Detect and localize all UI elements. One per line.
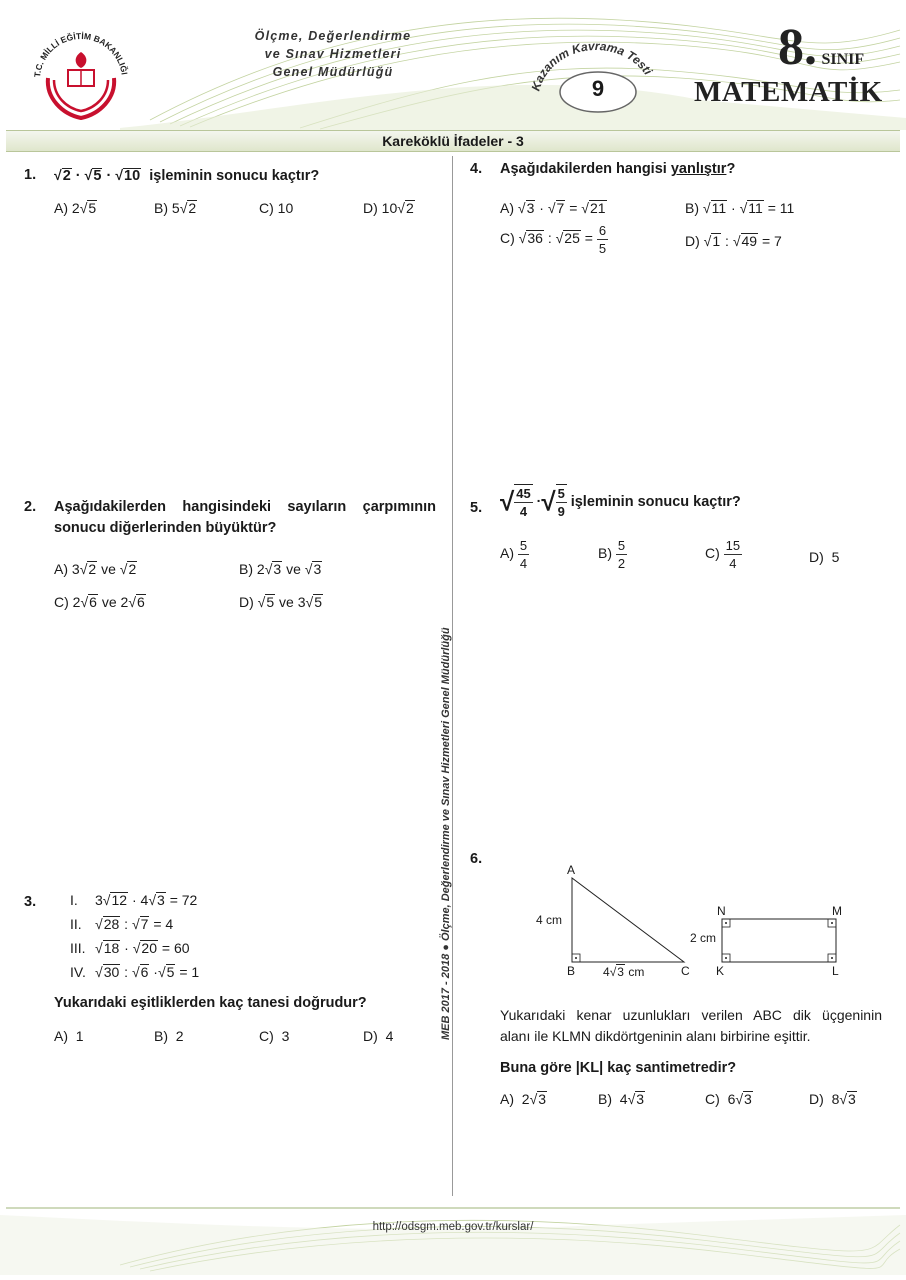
option-b[interactable]: B) 5√2 (154, 200, 197, 216)
svg-text:Kazanım Kavrama Testi: Kazanım Kavrama Testi (528, 38, 656, 93)
question-4-text: Aşağıdakilerden hangisi yanlıştır? (500, 161, 736, 177)
footer-wave-decoration (0, 1205, 906, 1275)
option-d[interactable]: D) 8√3 (809, 1091, 856, 1107)
radicand: 5 (93, 168, 102, 184)
option-c[interactable]: C) 3 (259, 1028, 290, 1044)
statement-iv: IV. √30 : √6 ·√5 = 1 (70, 964, 200, 980)
radicand: 10 (124, 168, 141, 184)
footer-url[interactable]: http://odsgm.meb.gov.tr/kurslar/ (372, 1221, 534, 1233)
side-kn: 2 cm (690, 931, 717, 945)
question-1-stem: √2 · √5 · √10 işleminin sonucu kaçtır? (54, 167, 320, 184)
org-line-1: Ölçme, Değerlendirme (254, 29, 412, 43)
option-a[interactable]: A) 2√3 (500, 1091, 547, 1107)
side-bc: 4√3 cm (603, 965, 645, 979)
statement-i: I. 3√12 · 4√3 = 72 (70, 892, 198, 908)
option-b[interactable]: B) 2 (154, 1028, 184, 1044)
question-5-stem: √ $\frac{45}{4}$ ·√ $\frac{5}{9}$ işleminin sonucu kaçtır? (500, 486, 741, 519)
option-b[interactable]: B) √11 · √11 = 11 (685, 200, 795, 216)
subject-title: MATEMATİK (694, 76, 883, 108)
label-n: N (717, 904, 726, 918)
option-b[interactable]: B) 4√3 (598, 1091, 645, 1107)
statement-ii: II. √28 : √7 = 4 (70, 916, 174, 932)
option-a[interactable]: A) √3 · √7 = √21 (500, 200, 606, 216)
svg-text:T.C. MİLLİ EĞİTİM BAKANLIĞI: T.C. MİLLİ EĞİTİM BAKANLIĞI (32, 30, 130, 78)
header-wave-decoration (0, 0, 906, 130)
question-5-number: 5. (470, 500, 483, 516)
org-name (228, 27, 438, 81)
option-c[interactable]: C) 6√3 (705, 1091, 752, 1107)
grade-block (778, 19, 865, 76)
option-d[interactable]: D) 5 (809, 549, 840, 565)
option-a[interactable]: A) 2√5 (54, 200, 97, 216)
question-1 (24, 165, 36, 185)
label-k: K (716, 964, 725, 978)
question-6-text-2: alanı ile KLMN dikdörtgeninin alanı birbirine eşittir. (500, 1028, 811, 1044)
topic-bar (6, 130, 900, 152)
question-2-line-1: Aşağıdakilerden hangisindeki sayıların çarpımının (54, 499, 436, 515)
org-line-3: Genel Müdürlüğü (272, 65, 394, 79)
question-2-line-2: sonucu diğerlerinden büyüktür? (54, 520, 277, 536)
label-b: B (567, 964, 576, 978)
option-d[interactable]: D) √5 ve 3√5 (239, 594, 323, 610)
option-c[interactable]: C) 2√6 ve 2√6 (54, 594, 145, 610)
question-text: işleminin sonucu kaçtır? (149, 168, 320, 184)
statement-iii: III. √18 · √20 = 60 (70, 940, 190, 956)
grade-number: 8. (778, 19, 817, 76)
question-3-text: Yukarıdaki eşitliklerden kaç tanesi doğrudur? (54, 995, 367, 1011)
grade-label: SINIF (821, 51, 865, 68)
question-number: 1. (24, 167, 37, 183)
option-b[interactable]: B) 2√3 ve √3 (239, 561, 322, 577)
question-6-text-1: Yukarıdaki kenar uzunlukları verilen ABC dik üçgeninin (500, 1007, 882, 1023)
option-c[interactable]: C) √36 : √25 = $\frac{6}{5}$ (500, 223, 607, 256)
option-d[interactable]: D) 4 (363, 1028, 394, 1044)
option-d[interactable]: D) 10√2 (363, 200, 414, 216)
option-a[interactable]: A) 1 (54, 1028, 84, 1044)
label-l: L (832, 964, 839, 978)
label-c: C (681, 964, 690, 978)
geometry-figure (530, 860, 860, 985)
question-4-number: 4. (470, 161, 483, 177)
operator: · (106, 168, 112, 184)
option-c[interactable]: C) $\frac{15}{4}$ (705, 538, 741, 571)
question-6-number: 6. (470, 851, 483, 867)
org-line-2: ve Sınav Hizmetleri (264, 47, 402, 61)
question-text: işleminin sonucu kaçtır? (570, 494, 741, 510)
meb-logo (28, 28, 134, 124)
option-a[interactable]: A) $\frac{5}{4}$ (500, 538, 528, 571)
question-6-question: Buna göre |KL| kaç santimetredir? (500, 1060, 737, 1076)
badge-number: 9 (591, 76, 605, 101)
question-3-number: 3. (24, 894, 37, 910)
option-a[interactable]: A) 3√2 ve √2 (54, 561, 137, 577)
radicand: 2 (62, 168, 71, 184)
option-b[interactable]: B) $\frac{5}{2}$ (598, 538, 626, 571)
label-m: M (832, 904, 842, 918)
side-ab: 4 cm (536, 913, 563, 927)
question-2-number: 2. (24, 499, 37, 515)
operator: · (75, 168, 81, 184)
column-divider (452, 156, 453, 1196)
label-a: A (567, 863, 576, 877)
topic-title: Kareköklü İfadeler - 3 (382, 133, 524, 149)
option-c[interactable]: C) 10 (259, 200, 294, 216)
option-d[interactable]: D) √1 : √49 = 7 (685, 233, 782, 249)
